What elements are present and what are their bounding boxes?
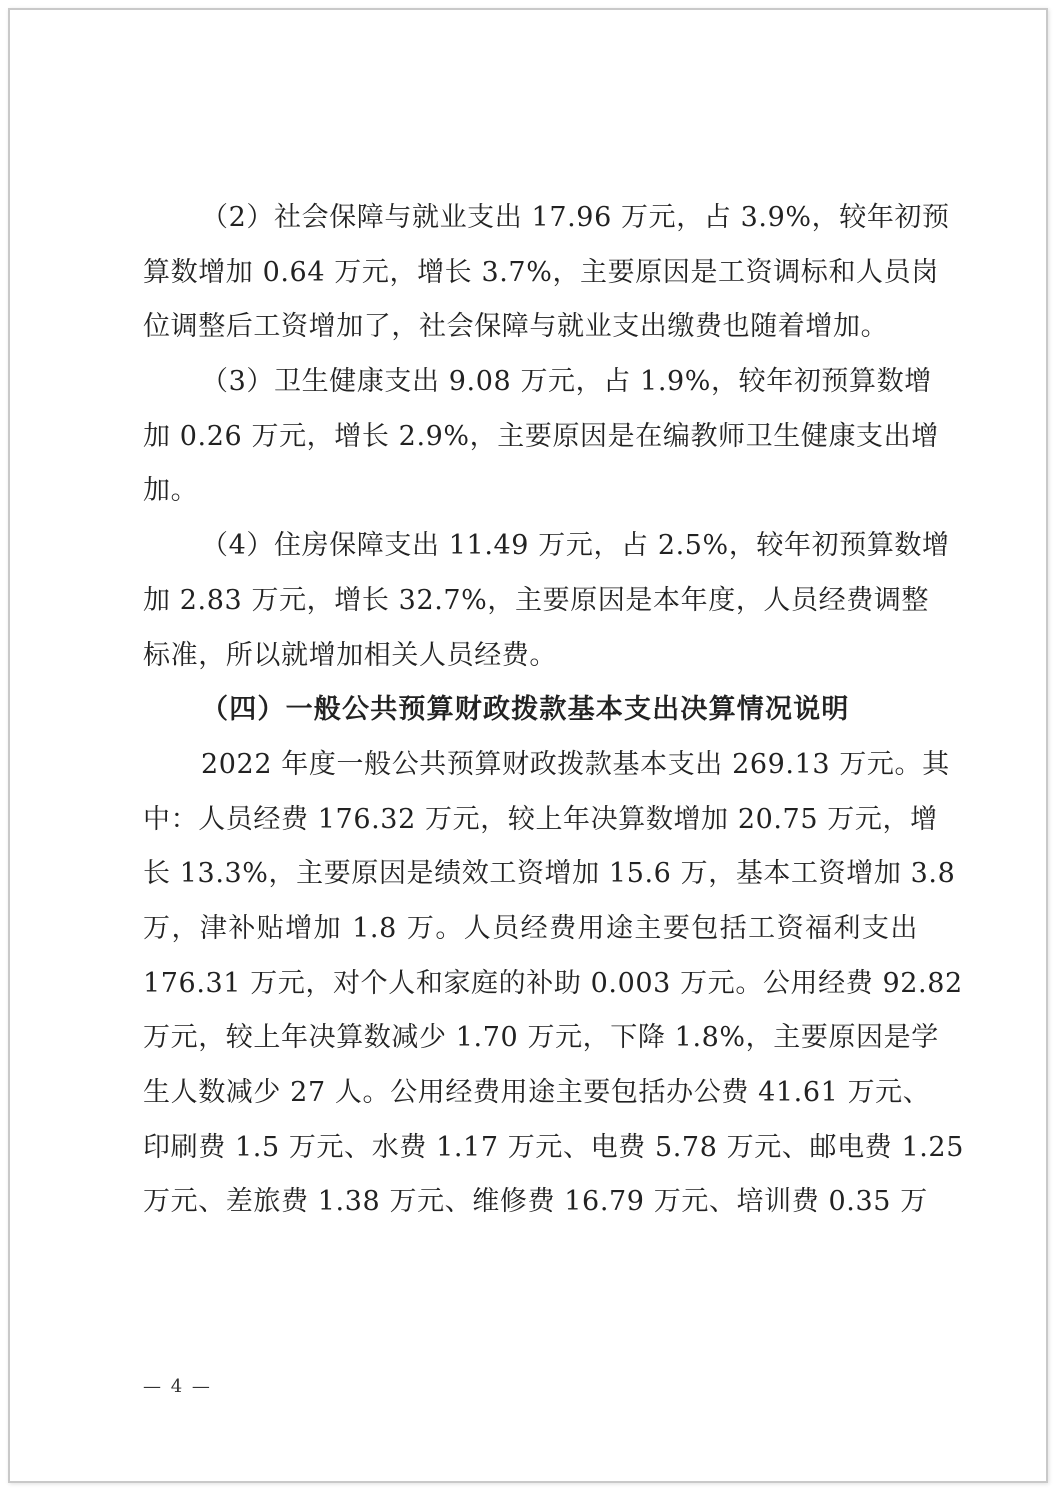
paragraph-basic-expenditure-line-9: 万元、差旅费 1.38 万元、维修费 16.79 万元、培训费 0.35 万	[143, 1186, 928, 1218]
paragraph-basic-expenditure-line-8: 印刷费 1.5 万元、水费 1.17 万元、电费 5.78 万元、邮电费 1.25	[143, 1131, 964, 1163]
page-number: — 4 —	[143, 1376, 212, 1397]
paragraph-basic-expenditure-line-5: 176.31 万元，对个人和家庭的补助 0.003 万元。公用经费 92.82	[143, 967, 963, 999]
document-body	[143, 191, 964, 1230]
paragraph-housing-line-2: 加 2.83 万元，增长 32.7%，主要原因是本年度，人员经费调整	[143, 584, 930, 616]
paragraph-basic-expenditure-line-1: 2022 年度一般公共预算财政拨款基本支出 269.13 万元。其	[201, 748, 950, 780]
paragraph-health-line-2: 加 0.26 万元，增长 2.9%，主要原因是在编教师卫生健康支出增	[143, 420, 939, 452]
section-heading: （四）一般公共预算财政拨款基本支出决算情况说明	[201, 694, 850, 726]
paragraph-basic-expenditure-line-7: 生人数减少 27 人。公用经费用途主要包括办公费 41.61 万元、	[143, 1077, 931, 1108]
paragraph-social-security-line-3: 位调整后工资增加了，社会保障与就业支出缴费也随着增加。	[143, 311, 889, 343]
paragraph-basic-expenditure-line-3: 长 13.3%，主要原因是绩效工资增加 15.6 万，基本工资增加 3.8	[143, 858, 956, 890]
paragraph-social-security-line-1: （2）社会保障与就业支出 17.96 万元，占 3.9%，较年初预	[201, 202, 950, 233]
paragraph-basic-expenditure-line-2: 中：人员经费 176.32 万元，较上年决算数增加 20.75 万元，增	[143, 803, 938, 835]
paragraph-basic-expenditure-line-4: 万，津补贴增加 1.8 万。人员经费用途主要包括工资福利支出	[143, 912, 918, 944]
paragraph-social-security-line-2: 算数增加 0.64 万元，增长 3.7%，主要原因是工资调标和人员岗	[143, 256, 939, 288]
paragraph-housing-line-1: （4）住房保障支出 11.49 万元，占 2.5%，较年初预算数增	[201, 530, 950, 562]
paragraph-basic-expenditure-line-6: 万元，较上年决算数减少 1.70 万元，下降 1.8%，主要原因是学	[143, 1022, 939, 1054]
paragraph-health-line-3: 加。	[143, 475, 199, 507]
paragraph-health-line-1: （3）卫生健康支出 9.08 万元，占 1.9%，较年初预算数增	[201, 366, 932, 398]
paragraph-housing-line-3: 标准，所以就增加相关人员经费。	[143, 639, 557, 671]
